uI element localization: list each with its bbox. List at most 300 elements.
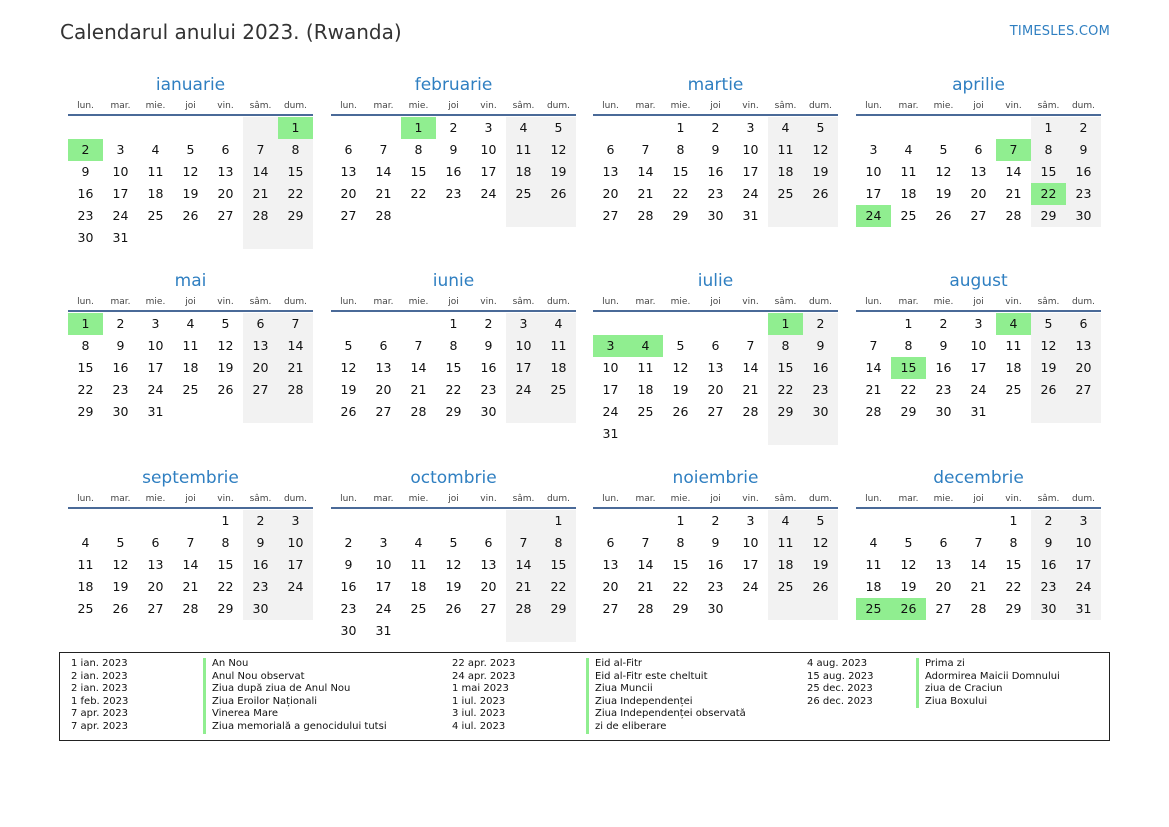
day-cell: 12 (217, 338, 234, 353)
day-cell: 10 (147, 338, 164, 353)
weekday-label: lun. (77, 494, 94, 504)
day-cell: 24 (602, 404, 619, 419)
day-cell: 3 (278, 510, 313, 532)
day-cell: 7 (641, 535, 650, 550)
day-cell: 4 (414, 535, 423, 550)
weekday-header (68, 96, 313, 116)
day-cell: 24 (112, 208, 129, 223)
weekday-label: mar. (373, 101, 394, 111)
day-cell: 25 (541, 379, 576, 401)
day-cell: 22 (410, 186, 427, 201)
holiday-day-cell: 4 (996, 313, 1031, 335)
day-cell: 20 (970, 186, 987, 201)
holiday-name: Eid al-Fitr este cheltuit (595, 670, 708, 682)
weekday-label: joi (185, 101, 196, 111)
weekday-label: dum. (808, 101, 833, 111)
holiday-name: Vinerea Mare (212, 708, 279, 720)
empty-cell (506, 401, 541, 423)
holiday-date: 2 ian. 2023 (71, 683, 128, 695)
weekday-label: lun. (340, 297, 357, 307)
day-cell: 3 (746, 120, 755, 135)
day-cell: 4 (186, 316, 195, 331)
day-cell: 26 (935, 208, 952, 223)
day-grid (856, 117, 1101, 227)
day-cell: 13 (935, 557, 952, 572)
month-iunie (331, 270, 576, 423)
month-name: septembrie (142, 468, 239, 488)
day-cell: 27 (375, 404, 392, 419)
day-cell: 6 (711, 338, 720, 353)
day-cell: 26 (340, 404, 357, 419)
day-cell: 6 (606, 535, 615, 550)
month-februarie (331, 74, 576, 227)
day-cell: 28 (637, 208, 654, 223)
weekday-label: dum. (1071, 297, 1096, 307)
day-cell: 26 (182, 208, 199, 223)
day-cell: 9 (1066, 139, 1101, 161)
day-cell: 5 (186, 142, 195, 157)
day-cell: 25 (147, 208, 164, 223)
day-cell: 10 (480, 142, 497, 157)
weekday-header (331, 489, 576, 509)
day-cell: 29 (1031, 205, 1066, 227)
day-grid (593, 313, 838, 445)
month-name: noiembrie (672, 468, 759, 488)
day-grid (331, 510, 576, 642)
day-cell: 13 (480, 557, 497, 572)
day-cell: 22 (217, 579, 234, 594)
day-cell: 1 (904, 316, 913, 331)
day-cell: 13 (340, 164, 357, 179)
day-cell: 24 (742, 186, 759, 201)
weekday-label: dum. (1071, 101, 1096, 111)
day-cell: 9 (243, 532, 278, 554)
empty-cell (436, 620, 471, 642)
weekday-label: vin. (742, 101, 759, 111)
day-cell: 6 (344, 142, 353, 157)
day-cell: 1 (221, 513, 230, 528)
empty-cell (768, 423, 803, 445)
empty-cell (436, 510, 471, 532)
day-cell: 8 (541, 532, 576, 554)
weekday-label: vin. (217, 101, 234, 111)
day-cell: 14 (637, 557, 654, 572)
day-cell: 30 (935, 404, 952, 419)
day-cell: 24 (1066, 576, 1101, 598)
month-name: februarie (414, 75, 493, 95)
day-cell: 3 (506, 313, 541, 335)
day-cell: 23 (77, 208, 94, 223)
empty-cell (628, 313, 663, 335)
day-cell: 7 (414, 338, 423, 353)
day-cell: 4 (506, 117, 541, 139)
day-cell: 5 (803, 117, 838, 139)
empty-cell (996, 401, 1031, 423)
month-octombrie (331, 467, 576, 642)
empty-cell (68, 117, 103, 139)
holiday-day-cell: 24 (856, 205, 891, 227)
empty-cell (173, 401, 208, 423)
day-cell: 3 (869, 142, 878, 157)
holiday-name: Ziua Independenței observată (595, 708, 746, 720)
holiday-name: Ziua după ziua de Anul Nou (212, 683, 351, 695)
day-cell: 2 (116, 316, 125, 331)
holiday-name: ziua de Craciun (925, 683, 1003, 695)
day-cell: 1 (1031, 117, 1066, 139)
empty-cell (366, 117, 401, 139)
day-cell: 15 (217, 557, 234, 572)
day-cell: 23 (707, 186, 724, 201)
day-cell: 22 (672, 579, 689, 594)
day-cell: 24 (147, 382, 164, 397)
holiday-names-col-1 (203, 658, 387, 734)
weekday-label: dum. (546, 297, 571, 307)
day-cell: 26 (217, 382, 234, 397)
day-cell: 26 (541, 183, 576, 205)
empty-cell (733, 423, 768, 445)
day-cell: 12 (445, 557, 462, 572)
day-cell: 17 (278, 554, 313, 576)
empty-cell (208, 401, 243, 423)
weekday-label: lun. (865, 297, 882, 307)
day-cell: 28 (970, 601, 987, 616)
day-cell: 18 (768, 161, 803, 183)
day-cell: 29 (672, 601, 689, 616)
day-cell: 16 (707, 164, 724, 179)
weekday-label: sâm. (1037, 494, 1060, 504)
month-august (856, 270, 1101, 423)
day-cell: 6 (606, 142, 615, 157)
day-cell: 16 (340, 579, 357, 594)
weekday-header (331, 96, 576, 116)
day-cell: 5 (344, 338, 353, 353)
day-cell: 5 (221, 316, 230, 331)
day-cell: 16 (707, 557, 724, 572)
empty-cell (768, 598, 803, 620)
empty-cell (243, 227, 278, 249)
day-grid (68, 510, 313, 620)
weekday-label: sâm. (1037, 101, 1060, 111)
day-cell: 2 (711, 120, 720, 135)
month-aprilie (856, 74, 1101, 227)
day-cell: 8 (676, 142, 685, 157)
day-cell: 1 (676, 120, 685, 135)
day-cell: 13 (243, 335, 278, 357)
day-cell: 27 (602, 601, 619, 616)
weekday-label: sâm. (512, 101, 535, 111)
holiday-dates-col-2 (452, 658, 582, 734)
day-cell: 2 (939, 316, 948, 331)
holiday-date: 24 apr. 2023 (452, 670, 516, 682)
weekday-header (593, 96, 838, 116)
holiday-day-cell: 22 (1031, 183, 1066, 205)
day-cell: 29 (541, 598, 576, 620)
empty-cell (138, 117, 173, 139)
day-cell: 23 (480, 382, 497, 397)
day-cell: 23 (1031, 576, 1066, 598)
holiday-day-cell: 1 (68, 313, 103, 335)
day-grid (593, 510, 838, 620)
weekday-label: sâm. (774, 101, 797, 111)
empty-cell (331, 117, 366, 139)
day-cell: 28 (865, 404, 882, 419)
day-cell: 24 (375, 601, 392, 616)
weekday-label: vin. (742, 297, 759, 307)
day-cell: 18 (77, 579, 94, 594)
day-cell: 17 (742, 164, 759, 179)
day-cell: 22 (900, 382, 917, 397)
weekday-header (856, 96, 1101, 116)
day-cell: 27 (935, 601, 952, 616)
day-cell: 29 (445, 404, 462, 419)
day-cell: 3 (974, 316, 983, 331)
day-cell: 14 (970, 557, 987, 572)
weekday-label: mie. (145, 297, 166, 307)
weekday-label: dum. (1071, 494, 1096, 504)
day-cell: 1 (1009, 513, 1018, 528)
day-grid (593, 117, 838, 227)
holiday-day-cell: 26 (891, 598, 926, 620)
day-cell: 28 (506, 598, 541, 620)
weekday-label: joi (448, 297, 459, 307)
day-cell: 16 (935, 360, 952, 375)
weekday-label: joi (710, 494, 721, 504)
month-noiembrie (593, 467, 838, 620)
empty-cell (506, 205, 541, 227)
day-cell: 20 (340, 186, 357, 201)
day-cell: 27 (243, 379, 278, 401)
empty-cell (331, 313, 366, 335)
day-cell: 25 (77, 601, 94, 616)
day-cell: 27 (707, 404, 724, 419)
day-cell: 15 (541, 554, 576, 576)
empty-cell (593, 117, 628, 139)
day-cell: 30 (707, 208, 724, 223)
empty-cell (401, 510, 436, 532)
weekday-label: mie. (933, 297, 954, 307)
day-cell: 13 (602, 164, 619, 179)
empty-cell (173, 510, 208, 532)
empty-cell (996, 117, 1031, 139)
day-cell: 28 (1005, 208, 1022, 223)
empty-cell (628, 117, 663, 139)
day-cell: 22 (1005, 579, 1022, 594)
day-cell: 11 (147, 164, 164, 179)
site-link[interactable]: TIMESLES.COM (1009, 24, 1110, 39)
day-cell: 30 (77, 230, 94, 245)
day-cell: 30 (112, 404, 129, 419)
day-cell: 9 (449, 142, 458, 157)
weekday-label: mar. (110, 101, 131, 111)
weekday-label: mie. (933, 494, 954, 504)
day-cell: 5 (904, 535, 913, 550)
day-cell: 23 (803, 379, 838, 401)
holiday-date: 3 iul. 2023 (452, 708, 506, 720)
day-cell: 10 (375, 557, 392, 572)
day-cell: 20 (935, 579, 952, 594)
weekday-label: lun. (340, 494, 357, 504)
empty-cell (278, 227, 313, 249)
weekday-label: lun. (602, 297, 619, 307)
day-cell: 6 (1066, 313, 1101, 335)
day-cell: 7 (641, 142, 650, 157)
day-cell: 19 (340, 382, 357, 397)
day-cell: 6 (379, 338, 388, 353)
day-cell: 2 (1031, 510, 1066, 532)
day-cell: 19 (445, 579, 462, 594)
holiday-names-col-3 (916, 658, 1060, 708)
holiday-names-col-2 (586, 658, 746, 734)
day-cell: 18 (637, 382, 654, 397)
weekday-label: mie. (145, 494, 166, 504)
weekday-label: lun. (865, 494, 882, 504)
day-cell: 15 (672, 557, 689, 572)
day-cell: 26 (445, 601, 462, 616)
weekday-label: mar. (898, 101, 919, 111)
weekday-header (68, 489, 313, 509)
empty-cell (506, 620, 541, 642)
month-name: august (949, 271, 1008, 291)
day-cell: 20 (602, 186, 619, 201)
day-cell: 8 (414, 142, 423, 157)
day-cell: 17 (112, 186, 129, 201)
holiday-day-cell: 25 (856, 598, 891, 620)
day-cell: 10 (112, 164, 129, 179)
day-cell: 23 (1066, 183, 1101, 205)
weekday-header (593, 489, 838, 509)
holiday-name: An Nou (212, 658, 249, 669)
weekday-label: dum. (283, 101, 308, 111)
day-cell: 19 (217, 360, 234, 375)
day-cell: 10 (1066, 532, 1101, 554)
empty-cell (68, 510, 103, 532)
empty-cell (138, 227, 173, 249)
day-cell: 31 (375, 623, 392, 638)
day-cell: 10 (865, 164, 882, 179)
month-name: aprilie (952, 75, 1005, 95)
day-cell: 20 (243, 357, 278, 379)
weekday-label: sâm. (512, 494, 535, 504)
day-cell: 13 (375, 360, 392, 375)
day-cell: 21 (1005, 186, 1022, 201)
day-cell: 31 (112, 230, 129, 245)
day-cell: 19 (900, 579, 917, 594)
day-cell: 17 (602, 382, 619, 397)
day-cell: 11 (410, 557, 427, 572)
empty-cell (103, 117, 138, 139)
empty-cell (663, 423, 698, 445)
day-cell: 16 (1066, 161, 1101, 183)
holiday-day-cell: 1 (278, 117, 313, 139)
empty-cell (926, 117, 961, 139)
day-cell: 4 (81, 535, 90, 550)
day-cell: 28 (243, 205, 278, 227)
day-cell: 26 (803, 576, 838, 598)
day-cell: 31 (602, 426, 619, 441)
day-cell: 21 (243, 183, 278, 205)
day-cell: 19 (541, 161, 576, 183)
day-cell: 7 (869, 338, 878, 353)
day-cell: 14 (182, 557, 199, 572)
weekday-label: mar. (898, 297, 919, 307)
month-martie (593, 74, 838, 227)
day-cell: 2 (711, 513, 720, 528)
day-cell: 11 (506, 139, 541, 161)
weekday-label: mar. (373, 494, 394, 504)
day-cell: 14 (506, 554, 541, 576)
empty-cell (401, 620, 436, 642)
day-cell: 14 (278, 335, 313, 357)
holiday-name: Prima zi (925, 658, 965, 669)
day-cell: 3 (484, 120, 493, 135)
weekday-label: joi (448, 494, 459, 504)
empty-cell (733, 313, 768, 335)
day-cell: 12 (112, 557, 129, 572)
day-cell: 13 (217, 164, 234, 179)
empty-cell (593, 510, 628, 532)
day-cell: 7 (974, 535, 983, 550)
day-cell: 6 (939, 535, 948, 550)
day-cell: 9 (1031, 532, 1066, 554)
day-cell: 9 (711, 142, 720, 157)
day-cell: 14 (865, 360, 882, 375)
day-cell: 22 (77, 382, 94, 397)
weekday-label: mar. (635, 494, 656, 504)
day-cell: 2 (449, 120, 458, 135)
empty-cell (471, 510, 506, 532)
holiday-name: Anul Nou observat (212, 670, 305, 682)
month-decembrie (856, 467, 1101, 620)
day-cell: 21 (506, 576, 541, 598)
weekday-label: vin. (1005, 494, 1022, 504)
day-cell: 5 (449, 535, 458, 550)
day-cell: 29 (278, 205, 313, 227)
day-cell: 17 (1066, 554, 1101, 576)
holiday-date: 2 ian. 2023 (71, 670, 128, 682)
empty-cell (663, 313, 698, 335)
day-cell: 30 (1031, 598, 1066, 620)
day-cell: 22 (278, 183, 313, 205)
day-cell: 7 (379, 142, 388, 157)
empty-cell (926, 510, 961, 532)
month-mai (68, 270, 313, 423)
day-cell: 5 (116, 535, 125, 550)
day-cell: 19 (935, 186, 952, 201)
day-cell: 20 (602, 579, 619, 594)
day-grid (68, 313, 313, 423)
day-cell: 8 (904, 338, 913, 353)
empty-cell (803, 423, 838, 445)
empty-cell (856, 313, 891, 335)
holiday-date: 1 mai 2023 (452, 683, 509, 695)
day-cell: 11 (768, 139, 803, 161)
day-cell: 13 (602, 557, 619, 572)
day-cell: 11 (1005, 338, 1022, 353)
day-cell: 20 (1066, 357, 1101, 379)
month-ianuarie (68, 74, 313, 249)
day-cell: 26 (1031, 379, 1066, 401)
holiday-day-cell: 3 (593, 335, 628, 357)
weekday-label: mie. (408, 494, 429, 504)
holiday-name: Eid al-Fitr (595, 658, 642, 669)
day-cell: 4 (151, 142, 160, 157)
day-cell: 12 (803, 532, 838, 554)
day-cell: 15 (1031, 161, 1066, 183)
month-name: octombrie (410, 468, 497, 488)
day-cell: 25 (1005, 382, 1022, 397)
empty-cell (541, 620, 576, 642)
day-cell: 7 (278, 313, 313, 335)
